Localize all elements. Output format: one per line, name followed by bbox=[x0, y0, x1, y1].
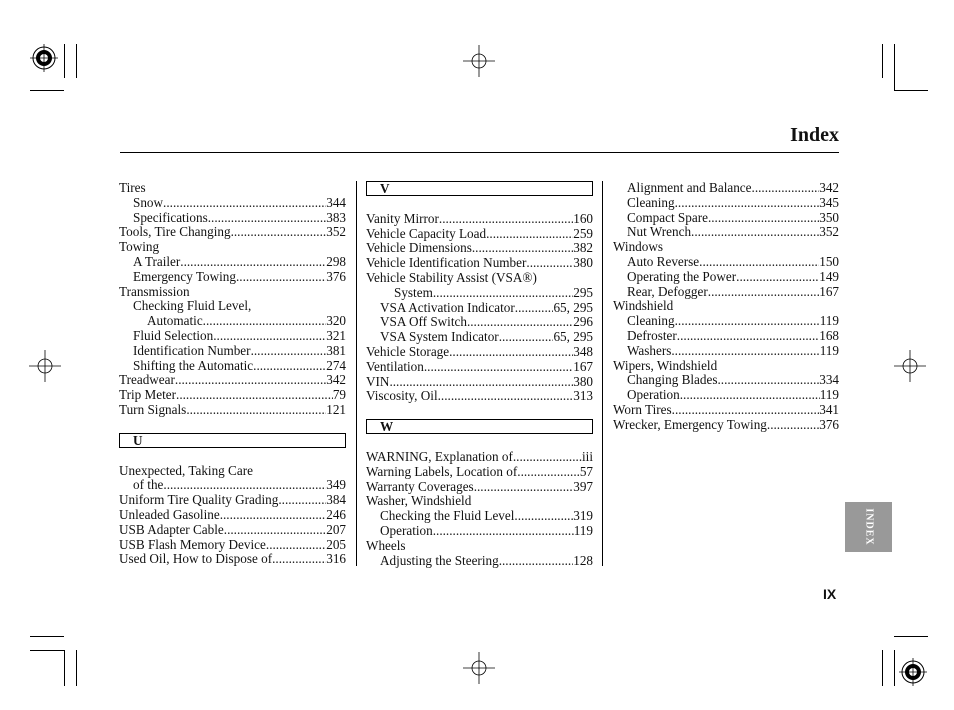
dot-leader bbox=[203, 314, 327, 329]
index-entry-page: 320 bbox=[326, 313, 346, 329]
page-title: Index bbox=[790, 124, 839, 146]
index-entry-page: 65, 295 bbox=[553, 299, 593, 315]
dot-leader bbox=[251, 344, 327, 359]
dot-leader bbox=[433, 524, 574, 539]
index-entry-term: of the bbox=[133, 477, 164, 493]
index-entry bbox=[613, 329, 839, 344]
index-entry bbox=[119, 314, 346, 329]
index-entry-term: WARNING, Explanation of bbox=[366, 448, 513, 464]
index-entry-term: USB Flash Memory Device bbox=[119, 536, 266, 552]
index-entry bbox=[366, 241, 593, 256]
dot-leader bbox=[513, 450, 582, 465]
index-entry bbox=[119, 373, 346, 388]
index-entry bbox=[366, 465, 593, 480]
dot-leader bbox=[699, 255, 819, 270]
crosshair-icon bbox=[894, 350, 926, 382]
index-entry-page: 119 bbox=[819, 342, 839, 358]
index-entry-term: Warning Labels, Location of bbox=[366, 463, 518, 479]
index-tab-label: INDEX bbox=[863, 508, 874, 546]
dot-leader bbox=[433, 286, 573, 301]
index-entry-page: 334 bbox=[819, 372, 839, 388]
index-entry-term: Shifting the Automatic bbox=[133, 357, 254, 373]
dot-leader bbox=[514, 509, 573, 524]
index-entry-term: Windows bbox=[613, 239, 664, 255]
index-entry-term: Wipers, Windshield bbox=[613, 357, 718, 373]
dot-leader bbox=[736, 270, 819, 285]
index-entry-page: 274 bbox=[326, 357, 346, 373]
index-entry-term: Compact Spare bbox=[627, 209, 708, 225]
dot-leader bbox=[163, 196, 326, 211]
index-entry-page: 121 bbox=[326, 401, 346, 417]
dot-leader bbox=[266, 538, 326, 553]
column-divider bbox=[356, 181, 357, 566]
index-entry-page: 79 bbox=[332, 387, 346, 403]
index-entry-page: 321 bbox=[326, 327, 346, 343]
index-entry bbox=[119, 478, 346, 493]
index-entry-term: Checking the Fluid Level bbox=[380, 508, 515, 524]
dot-leader bbox=[449, 345, 573, 360]
index-entry-term: Specifications bbox=[133, 209, 208, 225]
page-number: IX bbox=[823, 586, 837, 602]
index-entry-term: Viscosity, Oil bbox=[366, 388, 438, 404]
index-entry-page: 352 bbox=[819, 224, 839, 240]
index-entry bbox=[613, 240, 839, 255]
index-entry-page: 65, 295 bbox=[553, 329, 593, 345]
index-entry-page: 376 bbox=[819, 416, 839, 432]
index-entry-term: Turn Signals bbox=[119, 401, 187, 417]
dot-leader bbox=[486, 227, 573, 242]
dot-leader bbox=[253, 359, 326, 374]
dot-leader bbox=[176, 388, 333, 403]
dot-leader bbox=[526, 256, 573, 271]
index-entry-page: 382 bbox=[573, 240, 593, 256]
index-entry-term: Adjusting the Steering bbox=[380, 552, 499, 568]
index-entry bbox=[366, 539, 593, 554]
index-entry bbox=[119, 255, 346, 270]
index-entry-term: Transmission bbox=[119, 283, 190, 299]
index-column-3 bbox=[613, 181, 839, 433]
index-entry bbox=[119, 552, 346, 567]
index-entry-term: VSA System Indicator bbox=[380, 329, 499, 345]
index-entries-u bbox=[119, 464, 346, 568]
dot-leader bbox=[752, 181, 820, 196]
header-rule bbox=[120, 152, 839, 153]
index-entry bbox=[613, 314, 839, 329]
index-entry-page: 345 bbox=[819, 194, 839, 210]
index-entry bbox=[119, 211, 346, 226]
index-entry bbox=[119, 493, 346, 508]
index-entry-page: 352 bbox=[326, 224, 346, 240]
section-letter-u: U bbox=[119, 433, 346, 448]
index-entry bbox=[366, 554, 593, 569]
index-entries-w-cont bbox=[613, 181, 839, 433]
index-entry bbox=[366, 330, 593, 345]
index-entry-term: VIN bbox=[366, 373, 390, 389]
index-entry-page: 380 bbox=[573, 255, 593, 271]
index-entry-term: Vehicle Stability Assist (VSA®) bbox=[366, 269, 537, 285]
index-entry-page: 383 bbox=[326, 209, 346, 225]
index-entry bbox=[366, 389, 593, 404]
dot-leader bbox=[272, 552, 326, 567]
index-entry-page: 246 bbox=[326, 506, 346, 522]
index-entry-term: A Trailer bbox=[133, 253, 181, 269]
index-entry bbox=[613, 299, 839, 314]
index-entry-term: Vanity Mirror bbox=[366, 210, 439, 226]
dot-leader bbox=[438, 389, 574, 404]
index-entry-term: Used Oil, How to Dispose of bbox=[119, 551, 273, 567]
index-entry-term: System bbox=[394, 284, 433, 300]
index-entries-v bbox=[366, 212, 593, 404]
index-entry-term: Defroster bbox=[627, 327, 677, 343]
index-entry-page: 344 bbox=[326, 194, 346, 210]
dot-leader bbox=[389, 375, 573, 390]
index-entry-page: 160 bbox=[573, 210, 593, 226]
dot-leader bbox=[708, 211, 819, 226]
index-entry-term: Changing Blades bbox=[627, 372, 718, 388]
dot-leader bbox=[186, 403, 326, 418]
dot-leader bbox=[424, 360, 573, 375]
registration-target-icon bbox=[30, 44, 58, 72]
index-entry-page: 350 bbox=[819, 209, 839, 225]
index-entry-page: 313 bbox=[573, 388, 593, 404]
index-entry-term: Uniform Tire Quality Grading bbox=[119, 492, 279, 508]
index-entry bbox=[613, 388, 839, 403]
index-column-2 bbox=[366, 181, 593, 568]
dot-leader bbox=[472, 241, 573, 256]
index-entry bbox=[366, 509, 593, 524]
dot-leader bbox=[672, 403, 820, 418]
index-entry bbox=[613, 270, 839, 285]
index-column-1 bbox=[119, 181, 346, 567]
index-entry-term: Trip Meter bbox=[119, 387, 177, 403]
index-entry bbox=[119, 388, 346, 403]
index-entry-term: Alignment and Balance bbox=[627, 180, 752, 195]
index-entry-term: Snow bbox=[133, 194, 164, 210]
index-entry-page: 397 bbox=[573, 478, 593, 494]
index-entry bbox=[613, 225, 839, 240]
dot-leader bbox=[236, 270, 326, 285]
dot-leader bbox=[767, 418, 819, 433]
index-entry bbox=[119, 523, 346, 538]
index-entry bbox=[366, 480, 593, 495]
dot-leader bbox=[439, 212, 573, 227]
dot-leader bbox=[677, 329, 819, 344]
index-entry bbox=[613, 359, 839, 374]
index-entry-term: Auto Reverse bbox=[627, 253, 700, 269]
index-entry bbox=[366, 286, 593, 301]
section-letter-v: V bbox=[366, 181, 593, 196]
index-entry-term: Vehicle Dimensions bbox=[366, 240, 472, 256]
column-divider bbox=[602, 181, 603, 566]
index-entry bbox=[366, 494, 593, 509]
index-entry bbox=[613, 418, 839, 433]
index-entry-term: Vehicle Storage bbox=[366, 343, 450, 359]
index-entry-term: Operation bbox=[380, 522, 433, 538]
index-entry-term: Towing bbox=[119, 239, 160, 255]
index-entry-term: Windshield bbox=[613, 298, 674, 314]
index-entry bbox=[119, 299, 346, 314]
index-entry bbox=[613, 196, 839, 211]
index-entry bbox=[119, 359, 346, 374]
index-entry bbox=[366, 360, 593, 375]
index-entry bbox=[613, 255, 839, 270]
dot-leader bbox=[517, 465, 580, 480]
index-entry bbox=[119, 403, 346, 418]
dot-leader bbox=[208, 211, 327, 226]
index-entry-term: Ventilation bbox=[366, 358, 424, 374]
index-entry-page: 381 bbox=[326, 342, 346, 358]
index-entries-t bbox=[119, 181, 346, 418]
crosshair-icon bbox=[463, 45, 495, 77]
dot-leader bbox=[175, 373, 326, 388]
crosshair-icon bbox=[29, 350, 61, 382]
index-entry-page: 119 bbox=[573, 522, 593, 538]
index-entry bbox=[119, 329, 346, 344]
index-entry-term: Worn Tires bbox=[613, 401, 672, 417]
index-entry-term: Cleaning bbox=[627, 313, 675, 329]
index-entry-page: 319 bbox=[573, 508, 593, 524]
index-entry-term: Tools, Tire Changing bbox=[119, 224, 231, 240]
index-entry-page: 57 bbox=[579, 463, 593, 479]
dot-leader bbox=[163, 478, 326, 493]
dot-leader bbox=[499, 330, 554, 345]
registration-target-icon bbox=[899, 658, 927, 686]
index-entry-term: Washers bbox=[627, 342, 672, 358]
index-entry-page: 316 bbox=[326, 551, 346, 567]
dot-leader bbox=[680, 388, 820, 403]
index-entry bbox=[366, 212, 593, 227]
index-entry-page: 296 bbox=[573, 314, 593, 330]
index-entry-page: 342 bbox=[819, 180, 839, 195]
index-entry-term: Operating the Power bbox=[627, 268, 737, 284]
index-entry-page: 295 bbox=[573, 284, 593, 300]
index-entry-page: 119 bbox=[819, 313, 839, 329]
index-entry-term: Warranty Coverages bbox=[366, 478, 474, 494]
index-tab[interactable] bbox=[845, 502, 892, 552]
index-entry bbox=[613, 373, 839, 388]
index-entry-term: Washer, Windshield bbox=[366, 493, 472, 509]
index-entry bbox=[366, 256, 593, 271]
index-entry-page: 341 bbox=[819, 401, 839, 417]
index-entry-term: Unleaded Gasoline bbox=[119, 506, 220, 522]
index-entry bbox=[366, 315, 593, 330]
index-entry bbox=[613, 285, 839, 300]
dot-leader bbox=[675, 196, 820, 211]
index-entry-page: 342 bbox=[326, 372, 346, 388]
index-entry-page: 128 bbox=[573, 552, 593, 568]
index-entry bbox=[119, 508, 346, 523]
index-entry-term: Checking Fluid Level, bbox=[133, 298, 252, 314]
index-entry bbox=[613, 403, 839, 418]
index-entry-term: VSA Off Switch bbox=[380, 314, 467, 330]
index-entry-page: 207 bbox=[326, 521, 346, 537]
index-entry bbox=[119, 344, 346, 359]
index-entry-page: 149 bbox=[819, 268, 839, 284]
index-entry bbox=[366, 345, 593, 360]
index-entry-page: 298 bbox=[326, 253, 346, 269]
index-entry-page: 259 bbox=[573, 225, 593, 241]
index-entry bbox=[366, 227, 593, 242]
index-entry-page: 348 bbox=[573, 343, 593, 359]
index-entry-page: 167 bbox=[819, 283, 839, 299]
index-entries-w bbox=[366, 450, 593, 568]
index-entry-term: Automatic bbox=[147, 313, 203, 329]
index-entry-term: Cleaning bbox=[627, 194, 675, 210]
dot-leader bbox=[675, 314, 820, 329]
index-entry-page: 168 bbox=[819, 327, 839, 343]
dot-leader bbox=[231, 225, 327, 240]
dot-leader bbox=[515, 301, 554, 316]
dot-leader bbox=[224, 523, 326, 538]
dot-leader bbox=[708, 285, 819, 300]
dot-leader bbox=[474, 480, 574, 495]
index-entry bbox=[613, 181, 839, 196]
index-entry bbox=[366, 450, 593, 465]
index-entry-term: Vehicle Identification Number bbox=[366, 255, 527, 271]
index-entry-term: Wrecker, Emergency Towing bbox=[613, 416, 767, 432]
index-entry-page: 205 bbox=[326, 536, 346, 552]
index-entry bbox=[119, 196, 346, 211]
index-entry-page: 380 bbox=[573, 373, 593, 389]
dot-leader bbox=[278, 493, 326, 508]
dot-leader bbox=[691, 225, 819, 240]
index-entry-page: 119 bbox=[819, 387, 839, 403]
index-entry-term: Operation bbox=[627, 387, 680, 403]
index-entry bbox=[366, 271, 593, 286]
index-entry bbox=[613, 211, 839, 226]
dot-leader bbox=[220, 508, 327, 523]
index-entry-page: 150 bbox=[819, 253, 839, 269]
index-entry-term: Unexpected, Taking Care bbox=[119, 462, 253, 478]
index-entry-term: Rear, Defogger bbox=[627, 283, 708, 299]
index-entry-page: 349 bbox=[326, 477, 346, 493]
index-entry bbox=[366, 524, 593, 539]
index-entry bbox=[119, 538, 346, 553]
index-entry-page: 167 bbox=[573, 358, 593, 374]
dot-leader bbox=[499, 554, 574, 569]
index-entry bbox=[119, 181, 346, 196]
dot-leader bbox=[671, 344, 819, 359]
index-entry bbox=[119, 285, 346, 300]
dot-leader bbox=[717, 373, 819, 388]
index-entry bbox=[119, 270, 346, 285]
index-entry-term: Emergency Towing bbox=[133, 268, 236, 284]
index-entry-term: Nut Wrench bbox=[627, 224, 692, 240]
index-entry-term: Treadwear bbox=[119, 372, 175, 388]
index-entry-term: Tires bbox=[119, 180, 146, 195]
index-entry bbox=[366, 375, 593, 390]
index-entry-page: 384 bbox=[326, 492, 346, 508]
index-entry bbox=[119, 464, 346, 479]
dot-leader bbox=[467, 315, 573, 330]
index-entry-term: Vehicle Capacity Load bbox=[366, 225, 487, 241]
dot-leader bbox=[213, 329, 326, 344]
index-entry bbox=[119, 240, 346, 255]
dot-leader bbox=[180, 255, 326, 270]
index-entry-page: 376 bbox=[326, 268, 346, 284]
index-entry-term: Fluid Selection bbox=[133, 327, 214, 343]
index-entry-page: iii bbox=[582, 448, 593, 464]
index-entry-term: USB Adapter Cable bbox=[119, 521, 224, 537]
index-entry bbox=[119, 225, 346, 240]
index-entry-term: VSA Activation Indicator bbox=[380, 299, 515, 315]
index-entry bbox=[366, 301, 593, 316]
crosshair-icon bbox=[463, 652, 495, 684]
index-entry-term: Identification Number bbox=[133, 342, 251, 358]
index-entry bbox=[613, 344, 839, 359]
index-entry-term: Wheels bbox=[366, 537, 406, 553]
section-letter-w: W bbox=[366, 419, 593, 434]
